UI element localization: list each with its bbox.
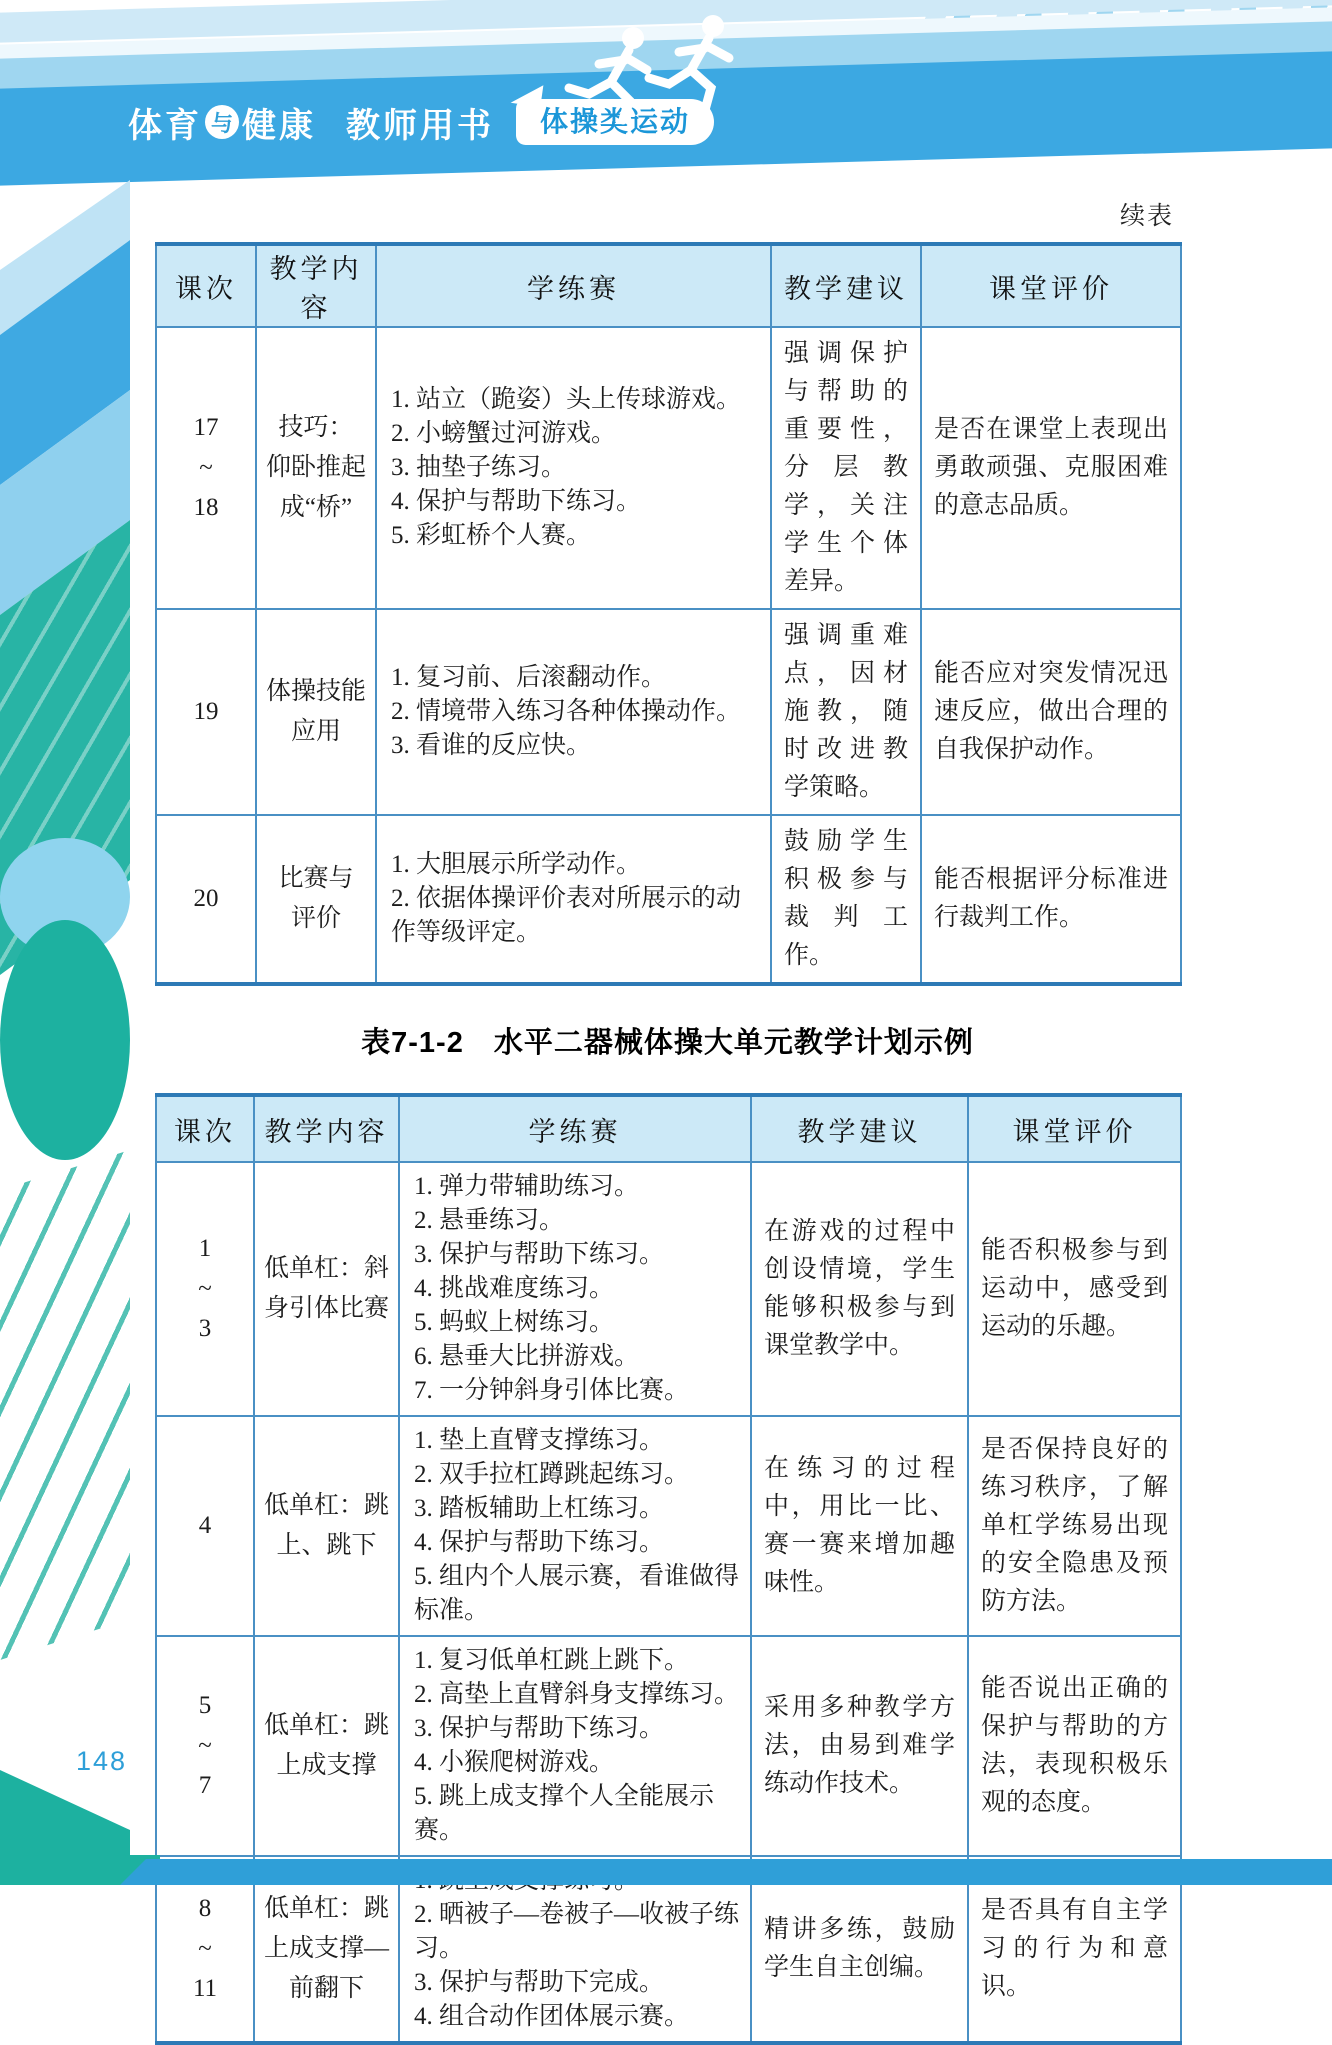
unit-plan-table	[155, 1093, 1182, 2045]
column-header-suggestions: 教学建议	[771, 244, 921, 327]
lesson-number: 4	[156, 1416, 254, 1636]
table-header-row	[156, 244, 1181, 327]
class-evaluation: 能否根据评分标准进行裁判工作。	[921, 815, 1181, 984]
teaching-suggestion: 鼓励学生积极参与裁判工作。	[771, 815, 921, 984]
column-header-content: 教学内容	[256, 244, 376, 327]
table-row	[156, 1162, 1181, 1416]
table-row	[156, 609, 1181, 815]
class-evaluation: 能否说出正确的保护与帮助的方法，表现积极乐观的态度。	[968, 1636, 1181, 1856]
rail-circle-decoration	[0, 920, 130, 1160]
teaching-content: 低单杠：跳 上成支撑— 前翻下	[254, 1856, 399, 2043]
column-header-activities: 学练赛	[399, 1095, 751, 1162]
column-header-evaluation: 课堂评价	[921, 244, 1181, 327]
table-row	[156, 327, 1181, 609]
teaching-suggestion: 在练习的过程中，用比一比、赛一赛来增加趣味性。	[751, 1416, 968, 1636]
class-evaluation: 是否在课堂上表现出勇敢顽强、克服困难的意志品质。	[921, 327, 1181, 609]
teaching-suggestion: 强调保护与帮助的重要性，分层教学，关注学生个体差异。	[771, 327, 921, 609]
column-header-evaluation: 课堂评价	[968, 1095, 1181, 1162]
activities-list: 1. 垫上直臂支撑练习。 2. 双手拉杠蹲跳起练习。 3. 踏板辅助上杠练习。 4. 保护与帮助下练习。 5. 组内个人展示赛，看谁做得标准。	[399, 1416, 751, 1636]
continued-table-label: 续表	[1119, 203, 1174, 230]
running-figures-icon	[545, 8, 775, 138]
lesson-number: 1 ~ 3	[156, 1162, 254, 1416]
activities-list: 1. 复习低单杠跳上跳下。 2. 高垫上直臂斜身支撑练习。 3. 保护与帮助下练习。 4. 小猴爬树游戏。 5. 跳上成支撑个人全能展示赛。	[399, 1636, 751, 1856]
table-caption: 表7-1-2 水平二器械体操大单元教学计划示例	[361, 1027, 974, 1059]
lesson-number: 19	[156, 609, 256, 815]
left-margin-decoration	[0, 0, 130, 1885]
teaching-content: 低单杠：跳 上、跳下	[254, 1416, 399, 1636]
activities-list: 1. 大胆展示所学动作。 2. 依据体操评价表对所展示的动作等级评定。	[376, 815, 771, 984]
title-subtitle: 教师用书	[346, 106, 494, 145]
lesson-number: 20	[156, 815, 256, 984]
lesson-number: 5 ~ 7	[156, 1636, 254, 1856]
chapter-tag-pill: 体操类运动	[516, 99, 714, 145]
teaching-suggestion: 在游戏的过程中创设情境，学生能够积极参与到课堂教学中。	[751, 1162, 968, 1416]
page-top-banner	[0, 0, 1332, 215]
activities-list: 1. 复习前、后滚翻动作。 2. 情境带入练习各种体操动作。 3. 看谁的反应快。	[376, 609, 771, 815]
table-row	[156, 1636, 1181, 1856]
column-header-content: 教学内容	[254, 1095, 399, 1162]
continued-table	[155, 242, 1182, 986]
teaching-content: 比赛与 评价	[256, 815, 376, 984]
table-row	[156, 815, 1181, 984]
table-row	[156, 1416, 1181, 1636]
class-evaluation: 是否保持良好的练习秩序，了解单杠学练易出现的安全隐患及预防方法。	[968, 1416, 1181, 1636]
title-part2: 健康	[242, 106, 316, 145]
class-evaluation: 能否积极参与到运动中，感受到运动的乐趣。	[968, 1162, 1181, 1416]
bottom-blue-bar	[120, 1859, 1332, 1885]
teaching-content: 低单杠：跳 上成支撑	[254, 1636, 399, 1856]
teaching-content: 技巧： 仰卧推起 成“桥”	[256, 327, 376, 609]
teaching-suggestion: 强调重难点，因材施教，随时改进教学策略。	[771, 609, 921, 815]
activities-list: 1. 站立（跪姿）头上传球游戏。 2. 小螃蟹过河游戏。 3. 抽垫子练习。 4. 保护与帮助下练习。 5. 彩虹桥个人赛。	[376, 327, 771, 609]
title-conjunction-badge: 与	[205, 105, 239, 139]
rail-thin-stripes	[0, 1150, 130, 1660]
page-number: 148	[76, 1746, 128, 1776]
column-header-activities: 学练赛	[376, 244, 771, 327]
activities-list: 2. 晒被子—卷被子—收被子练习。 3. 保护与帮助下完成。 4. 组合动作团体展示赛。	[399, 1856, 751, 2043]
teaching-content: 体操技能 应用	[256, 609, 376, 815]
teaching-suggestion: 精讲多练，鼓励学生自主创编。	[751, 1856, 968, 2043]
teaching-suggestion: 采用多种教学方法，由易到难学练动作技术。	[751, 1636, 968, 1856]
column-header-suggestions: 教学建议	[751, 1095, 968, 1162]
table-header-row	[156, 1095, 1181, 1162]
title-part1: 体育	[128, 106, 202, 145]
column-header-lesson: 课次	[156, 244, 256, 327]
class-evaluation: 是否具有自主学习的行为和意识。	[968, 1856, 1181, 2043]
activities-list: 1. 弹力带辅助练习。 2. 悬垂练习。 3. 保护与帮助下练习。 4. 挑战难度练习。 5. 蚂蚁上树练习。 6. 悬垂大比拼游戏。 7. 一分钟斜身引体比赛。	[399, 1162, 751, 1416]
teaching-content: 低单杠：斜 身引体比赛	[254, 1162, 399, 1416]
column-header-lesson: 课次	[156, 1095, 254, 1162]
lesson-number: 17 ~ 18	[156, 327, 256, 609]
class-evaluation: 能否应对突发情况迅速反应，做出合理的自我保护动作。	[921, 609, 1181, 815]
lesson-number: 8 ~ 11	[156, 1856, 254, 2043]
page-content	[155, 196, 1180, 2045]
